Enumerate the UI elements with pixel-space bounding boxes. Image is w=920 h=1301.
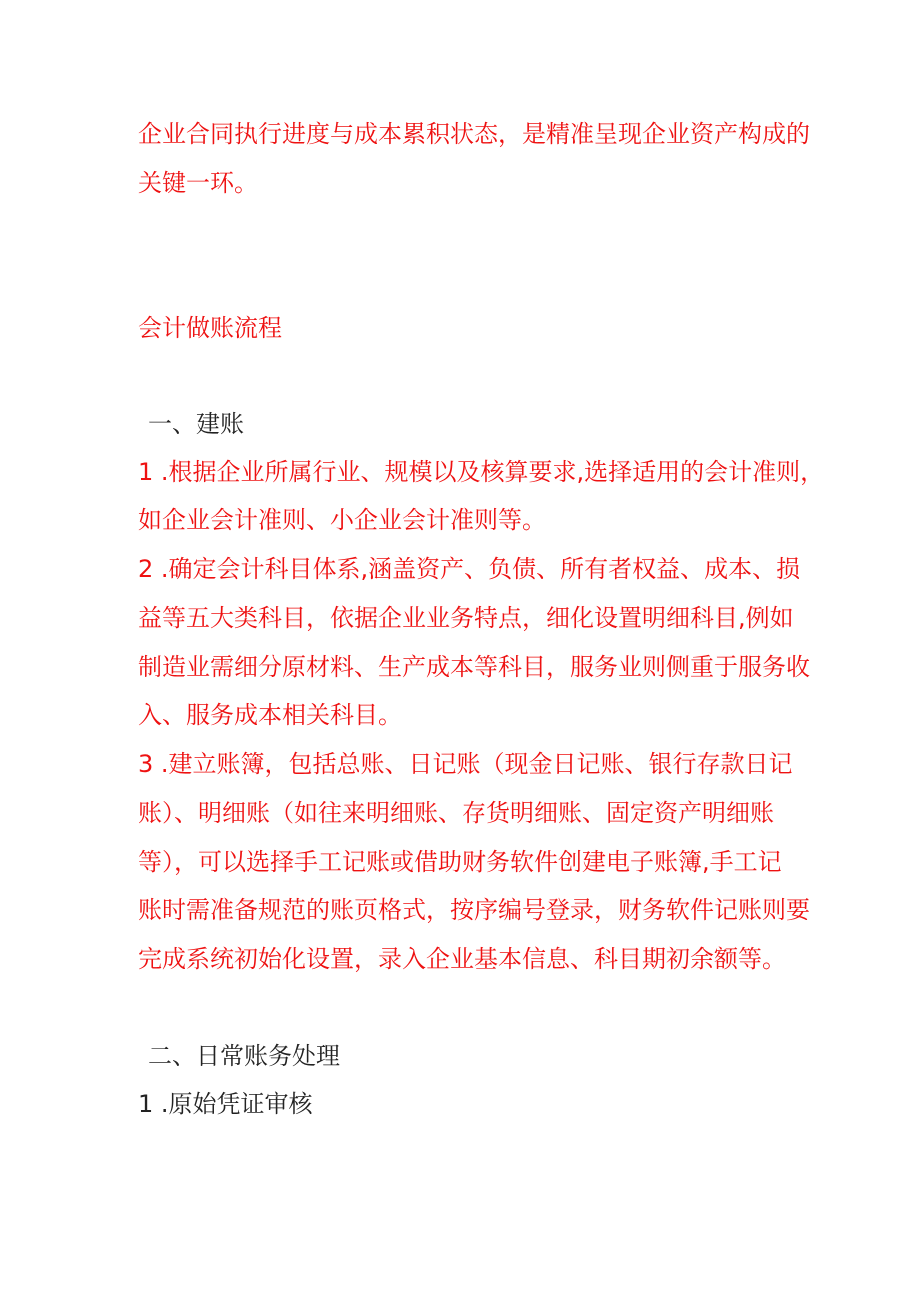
part1-item3-line3: 等），可以选择手工记账或借助财务软件创建电子账簿,手工记 — [138, 848, 782, 876]
part1-item3-line4: 账时需准备规范的账页格式，按序编号登录，财务软件记账则要 — [138, 896, 810, 924]
part2-heading: 二、日常账务处理 — [148, 1042, 340, 1070]
part1-item1-line2: 如企业会计准则、小企业会计准则等。 — [138, 506, 546, 534]
part1-item2-line4: 入、服务成本相关科目。 — [138, 701, 402, 729]
part1-item2-line1: 2 .确定会计科目体系,涵盖资产、负债、所有者权益、成本、损 — [138, 555, 801, 583]
part1-item1-line1: 1 .根据企业所属行业、规模以及核算要求,选择适用的会计准则， — [138, 458, 825, 486]
part1-item3-line5: 完成系统初始化设置，录入企业基本信息、科目期初余额等。 — [138, 945, 786, 973]
part1-item2-line3: 制造业需细分原材料、生产成本等科目，服务业则侧重于服务收 — [138, 653, 810, 681]
intro-line-2: 关键一环。 — [138, 169, 258, 197]
part1-heading: 一、建账 — [148, 410, 244, 438]
intro-line-1: 企业合同执行进度与成本累积状态，是精准呈现企业资产构成的 — [138, 120, 810, 148]
section-title: 会计做账流程 — [138, 314, 282, 342]
part1-item3-line1: 3 .建立账簿，包括总账、日记账（现金日记账、银行存款日记 — [138, 750, 793, 778]
part1-item2-line2: 益等五大类科目，依据企业业务特点，细化设置明细科目,例如 — [138, 604, 794, 632]
part2-item1: 1 .原始凭证审核 — [138, 1090, 313, 1118]
part1-item3-line2: 账）、明细账（如往来明细账、存货明细账、固定资产明细账 — [138, 799, 774, 827]
